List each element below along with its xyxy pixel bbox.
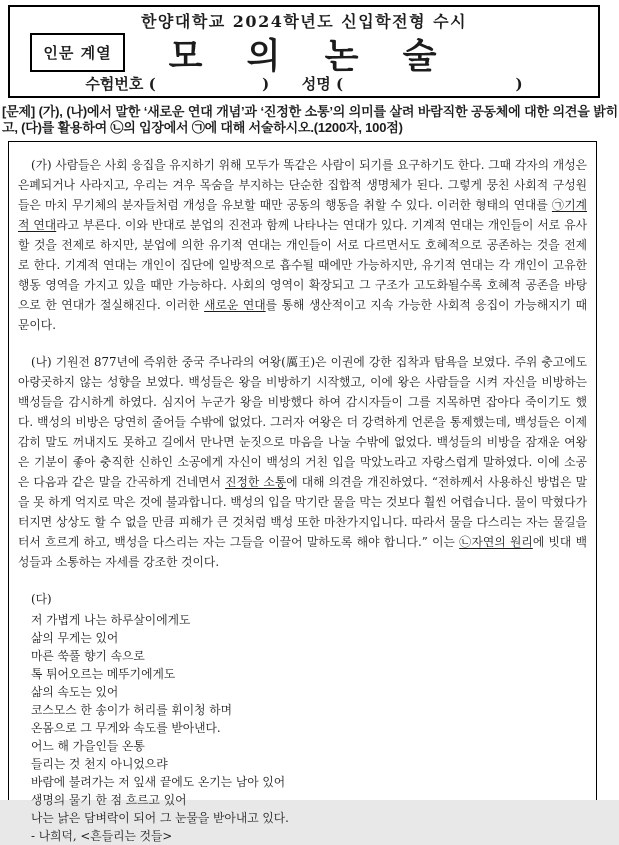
exam-header [8, 5, 600, 98]
exam-number-paren-close: ) [262, 75, 270, 93]
poem-line: 어느 해 가을인들 온통 [31, 739, 145, 753]
text-segment: 라고 부른다. 이와 반대로 분업의 진전과 함께 나타나는 연대가 있다. 기계적 연대는 개인들이 서로 유사할 것을 전제로 하지만, 분업에 의한 유기적 연대는 개인들이 서로 다르면서도 호혜적으로 공존하는 것을 전제로 한다. 기계적 연대는 개인이 집단에 일방적으로 흡수될 때에만 가능하지만, 유기적 연대는 각 개인이 고유한 행동 영역을 가지고 있을 때만 가능하다. 사회의 영역이 확장되고 그 구조가 고도화될수록 호혜적 공존을 바탕으로 한 연대가 절실해진다. 이러한 [18, 218, 588, 312]
text-segment: 를 통해 생산적이고 지속 가능한 사회적 응집이 가능해지기 때문이다. [18, 298, 588, 332]
poem-line: 생명의 물기 한 점 흐르고 있어 [31, 793, 187, 807]
text-segment: 에 빗대 백성들과 소통하는 자세를 강조한 것이다. [18, 535, 587, 569]
poem-line: 나는 낡은 담벼락이 되어 그 눈물을 받아내고 있다. [31, 811, 289, 825]
poem-line: 들리는 것 천지 아니었으랴 [31, 757, 168, 771]
name-paren-open: ( [335, 75, 344, 93]
name-paren-close: ) [515, 75, 523, 93]
poem-line: 삶의 속도는 있어 [31, 685, 119, 699]
underlined-phrase: ㉠기계적 연대 [18, 198, 587, 232]
poem-line: 저 가볍게 나는 하루살이에게도 [31, 613, 191, 627]
exam-title: 한양대학교 2024학년도 신입학전형 수시 [140, 12, 468, 31]
underlined-phrase: 새로운 연대 [204, 298, 266, 312]
poem-attribution: - 나희덕, <흔들리는 것들> [31, 829, 173, 843]
track-label: 인문 계열 [43, 44, 112, 62]
poem-line: 톡 튀어오르는 메뚜기에게도 [31, 667, 176, 681]
underlined-phrase: ㉡자연의 원리 [459, 535, 533, 549]
text-segment: 에 대해 의견을 개진하였다. “전하께서 사용하신 방법은 말을 못 하게 억지로 막은 것에 불과합니다. 백성의 입을 막기란 물을 막는 것보다 훨씬 어렵습니다. 물이 막혔다가 터지면 상상도 할 수 없을 만큼 피해가 큰 것처럼 백성 또한 마찬가지입니다. 따라서 물을 다스리는 자는 물길을 터서 흐르게 하고, 백성을 다스리는 자는 그들을 이끌어 말하도록 해야 합니다.” 이는 [18, 475, 587, 549]
exam-number-label: 수험번호 [85, 75, 144, 93]
text-segment: (나) 기원전 877년에 즉위한 중국 주나라의 여왕(厲王)은 이권에 강한 집착과 탐욕을 보였다. 주위 충고에도 아랑곳하지 않는 성향을 보였다. 백성들은 왕을 비방하기 시작했고, 이에 왕은 사람들을 시켜 자신을 비방하는 백성들을 감시하게 하였다. 심지어 누군가 왕을 비방했다 하여 감시자들이 그를 지목하면 잡아다 죽이기도 했다. 백성의 비방은 당연히 줄어들 수밖에 없었다. 그러자 여왕은 더 강력하게 언론을 통제했는데, 백성들은 이제 감히 말도 꺼내지도 못하고 길에서 만나면 눈짓으로 마음을 나눌 수밖에 없었다. 백성들의 비방을 잠재운 여왕은 기분이 좋아 충직한 신하인 소공에게 자신이 백성의 거친 입을 막았노라고 자랑스럽게 말하였다. 이에 소공은 다음과 같은 말을 간곡하게 건네면서 [18, 355, 587, 489]
text-segment: (가) 사람들은 사회 응집을 유지하기 위해 모두가 똑같은 사람이 되기를 요구하기도 한다. 그때 각자의 개성은 은폐되거나 사라지고, 우리는 겨우 목숨을 부지하는 단순한 집합적 생명체가 된다. 그렇게 뭉친 사회적 구성원들은 마치 무기체의 분자들처럼 개성을 유보할 때만 공동의 행동을 취할 수 있다. 이러한 형태의 연대를 [18, 158, 587, 212]
poem-line: 온몸으로 그 무게와 속도를 받아낸다. [31, 721, 221, 735]
poem-line: 마른 쑥풀 향기 속으로 [31, 649, 145, 663]
poem-line: 코스모스 한 송이가 허리를 휘이청 하며 [31, 703, 233, 717]
passage-na [18, 352, 587, 572]
underlined-phrase: 진정한 소통 [225, 475, 287, 489]
poem-line: 삶의 무게는 있어 [31, 631, 119, 645]
passage-da-label: (다) [31, 592, 52, 606]
problem-statement: [문제] (가), (나)에서 말한 ‘새로운 연대 개념’과 ‘진정한 소통’의 의미를 살려 바람직한 공동체에 대한 의견을 밝히고, (다)를 활용하여 ㉡의 입장에서 ㉠에 대해 서술하시오.(1200자, 100점) [2, 104, 618, 135]
candidate-info-row [10, 73, 598, 94]
poem [31, 611, 587, 827]
passage-da [18, 589, 587, 845]
passages-box [8, 141, 597, 843]
exam-number-paren-open: ( [148, 75, 156, 93]
passage-ga [18, 155, 587, 335]
poem-line: 바람에 불려가는 저 잎새 끝에도 온기는 남아 있어 [31, 775, 286, 789]
exam-main-title: 모 의 논 술 [168, 36, 440, 77]
name-label: 성명 [301, 75, 331, 93]
